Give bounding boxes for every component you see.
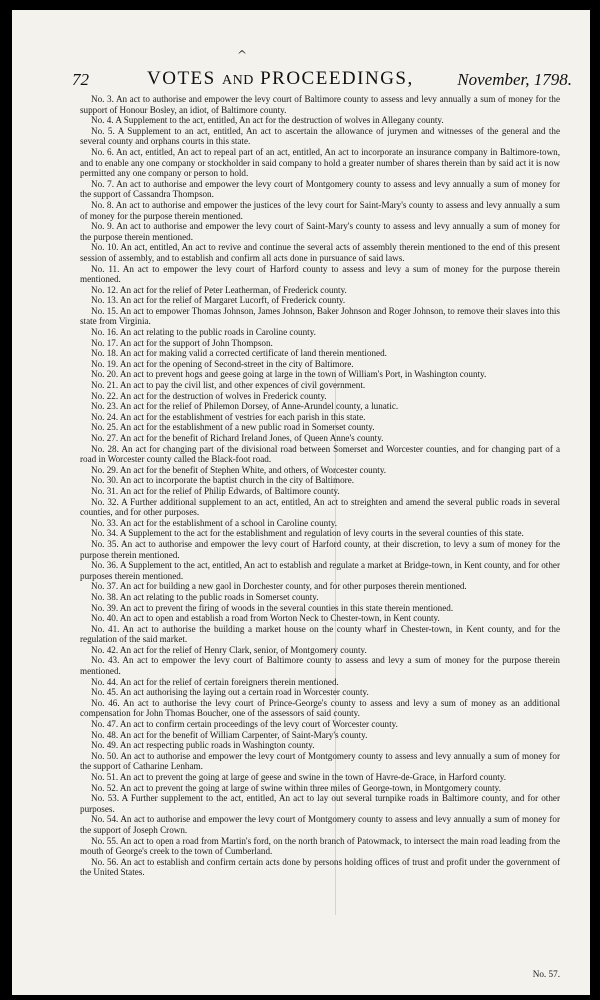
act-entry: No. 12. An act for the relief of Peter Leatherman, of Frederick county. <box>91 284 347 295</box>
title-votes: VOTES <box>147 68 216 89</box>
act-entry: No. 18. An act for making valid a corrected certificate of land therein mentioned. <box>91 348 387 359</box>
act-entry: No. 39. An act to prevent the firing of woods in the several counties in this state therein mentioned. <box>91 602 454 613</box>
act-entry: No. 41. An act to authorise the building a market house on the county wharf in Chester-town, in Kent county, and for the regulation of the said market. <box>80 623 560 645</box>
act-entry: No. 45. An act authorising the laying out a certain road in Worcester county. <box>91 687 369 698</box>
act-entry: No. 7. An act to authorise and empower the levy court of Montgomery county to assess and levy annually a sum of money for the support of Cassandra Thompson. <box>80 178 560 200</box>
title-proceedings: PROCEEDINGS, <box>260 68 414 89</box>
act-entry: No. 42. An act for the relief of Henry Clark, senior, of Montgomery county. <box>91 644 367 655</box>
act-entry: No. 10. An act, entitled, An act to revive and continue the several acts of assembly therein mentioned to the end of this present session of assembly, and to establish and confirm all acts done in pursuance of said laws. <box>80 242 560 263</box>
act-entry: No. 13. An act for the relief of Margaret Lucorft, of Frederick county. <box>91 295 346 306</box>
title-and: AND <box>221 73 254 88</box>
act-entry: No. 29. An act for the benefit of Stephen White, and others, of Worcester county. <box>91 464 387 475</box>
act-entry: No. 48. An act for the benefit of William Carpenter, of Saint-Mary's county. <box>91 729 368 740</box>
document-page <box>12 10 590 995</box>
act-entry: No. 44. An act for the relief of certain foreigners therein mentioned. <box>91 676 339 687</box>
act-entry: No. 11. An act to empower the levy court of Harford county to assess and levy a sum of money for the purpose therein mentioned. <box>80 263 560 285</box>
act-entry: No. 56. An act to establish and confirm certain acts done by persons holding offices of trust and profit under the government of the United States. <box>80 856 560 878</box>
act-entry: No. 6. An act, entitled, An act to repeal part of an act, entitled, An act to incorporate an insurance company in Baltimore-town, and to enable any one company or stockholder in said company to hold a greater number of shares therein than by said act it is now permitted any one company or person to hold. <box>80 146 560 179</box>
act-entry: No. 55. An act to open a road from Martin's ford, on the north branch of Patowmack, to intersect the main road leading from the mouth of George's creek to the town of Cumberland. <box>80 835 560 857</box>
act-entry: No. 22. An act for the destruction of wolves in Frederick county. <box>91 390 327 401</box>
act-entry: No. 9. An act to authorise and empower the levy court of Saint-Mary's county to assess and levy annually a sum of money for the purpose therein mentioned. <box>80 221 560 242</box>
act-entry: No. 43. An act to empower the levy court of Baltimore county to assess and levy a sum of money for the purpose therein mentioned. <box>80 655 560 677</box>
act-entry: No. 19. An act for the opening of Second-street in the city of Baltimore. <box>91 358 354 369</box>
act-entry: No. 50. An act to authorise and empower the levy court of Montgomery county to assess and levy annually a sum of money for the support of Catharine Lenham. <box>80 750 560 772</box>
act-entry: No. 21. An act to pay the civil list, and other expences of civil government. <box>91 380 366 391</box>
act-entry: No. 25. An act for the establishment of a new public road in Somerset county. <box>91 422 375 433</box>
act-entry: No. 38. An act relating to the public roads in Somerset county. <box>91 591 319 602</box>
act-entry: No. 16. An act relating to the public roads in Caroline county. <box>91 327 316 338</box>
act-entry: No. 17. An act for the support of John Thompson. <box>91 337 273 348</box>
act-entry: No. 33. An act for the establishment of a school in Caroline county. <box>91 517 337 528</box>
catchword: No. 57. <box>532 969 560 979</box>
act-entry: No. 36. A Supplement to the act, entitled, An act to establish and regulate a market at Bridge-town, in Kent county, and for other purposes therein mentioned. <box>80 560 560 581</box>
act-entry: No. 52. An act to prevent the going at large of swine within three miles of George-town, in Montgomery county. <box>91 782 501 793</box>
page-number: 72 <box>72 70 89 89</box>
act-entry: No. 8. An act to authorise and empower the justices of the levy court for Saint-Mary's county to assess and levy annually a sum of money for the purpose therein mentioned. <box>80 199 560 221</box>
act-entry: No. 37. An act for building a new gaol in Dorchester county, and for other purposes therein mentioned. <box>91 581 467 592</box>
act-entry: No. 53. A Further supplement to the act, entitled, An act to lay out several turnpike roads in Baltimore county, and for other purposes. <box>80 793 560 814</box>
act-entry: No. 27. An act for the benefit of Richard Ireland Jones, of Queen Anne's county. <box>91 433 384 443</box>
act-entry: No. 34. A Supplement to the act for the establishment and regulation of levy courts in the several counties of this state. <box>91 528 524 539</box>
act-entry: No. 5. A Supplement to an act, entitled, An act to ascertain the allowance of jurymen and witnesses of the general and the several county and orphans courts in this state. <box>80 125 560 147</box>
act-entry: No. 47. An act to confirm certain proceedings of the levy court of Worcester county. <box>91 719 398 730</box>
act-entry: No. 20. An act to prevent hogs and geese going at large in the town of William's Port, in Washington county. <box>91 369 487 380</box>
running-header <box>72 68 572 92</box>
act-entry: No. 49. An act respecting public roads in Washington county. <box>91 740 315 751</box>
act-entry: No. 54. An act to authorise and empower the levy court of Montgomery county to assess and levy annually a sum of money for the support of Joseph Crown. <box>80 814 560 835</box>
act-entry: No. 15. An act to empower Thomas Johnson, James Johnson, Baker Johnson and Roger Johnson, to remove their slaves into this state from Virginia. <box>80 305 560 327</box>
act-entry: No. 32. A Further additional supplement to an act, entitled, An act to streighten and amend the several public roads in several counties, and for other purposes. <box>80 496 560 518</box>
act-entry: No. 30. An act to incorporate the baptist church in the city of Baltimore. <box>91 475 355 486</box>
act-entry: No. 24. An act for the establishment of vestries for each parish in this state. <box>91 411 366 422</box>
act-entry: No. 31. An act for the relief of Philip Edwards, of Baltimore county. <box>91 485 340 496</box>
page-title <box>147 68 414 90</box>
act-entry: No. 23. An act for the relief of Philemon Dorsey, of Anne-Arundel county, a lunatic. <box>91 401 399 412</box>
act-entry: No. 4. A Supplement to the act, entitled, An act for the destruction of wolves in Allegany county. <box>91 115 444 126</box>
header-date: November, 1798. <box>457 70 572 89</box>
act-entry: No. 35. An act to authorise and empower the levy court of Harford county, at their discretion, to levy a sum of money for the purpose therein mentioned. <box>80 538 560 560</box>
top-caret-mark: ^ <box>237 48 248 62</box>
act-entry: No. 51. An act to prevent the going at large of geese and swine in the town of Havre-de-Grace, in Harford county. <box>91 772 507 782</box>
act-entry: No. 3. An act to authorise and empower the levy court of Baltimore county to assess and levy annually a sum of money for the support of Honour Bosley, an idiot, of Baltimore county. <box>80 94 560 115</box>
act-entry: No. 46. An act to authorise the levy court of Prince-George's county to assess and levy a sum of money as an additional compensation for John Thomas Boucher, one of the assessors of said county. <box>80 697 560 719</box>
acts-list <box>80 94 560 878</box>
act-entry: No. 40. An act to open and establish a road from Worton Neck to Chester-town, in Kent county. <box>91 613 440 624</box>
act-entry: No. 28. An act for changing part of the divisional road between Somerset and Worcester counties, and for changing part of a road in Worcester county called the Black-foot road. <box>80 443 560 465</box>
